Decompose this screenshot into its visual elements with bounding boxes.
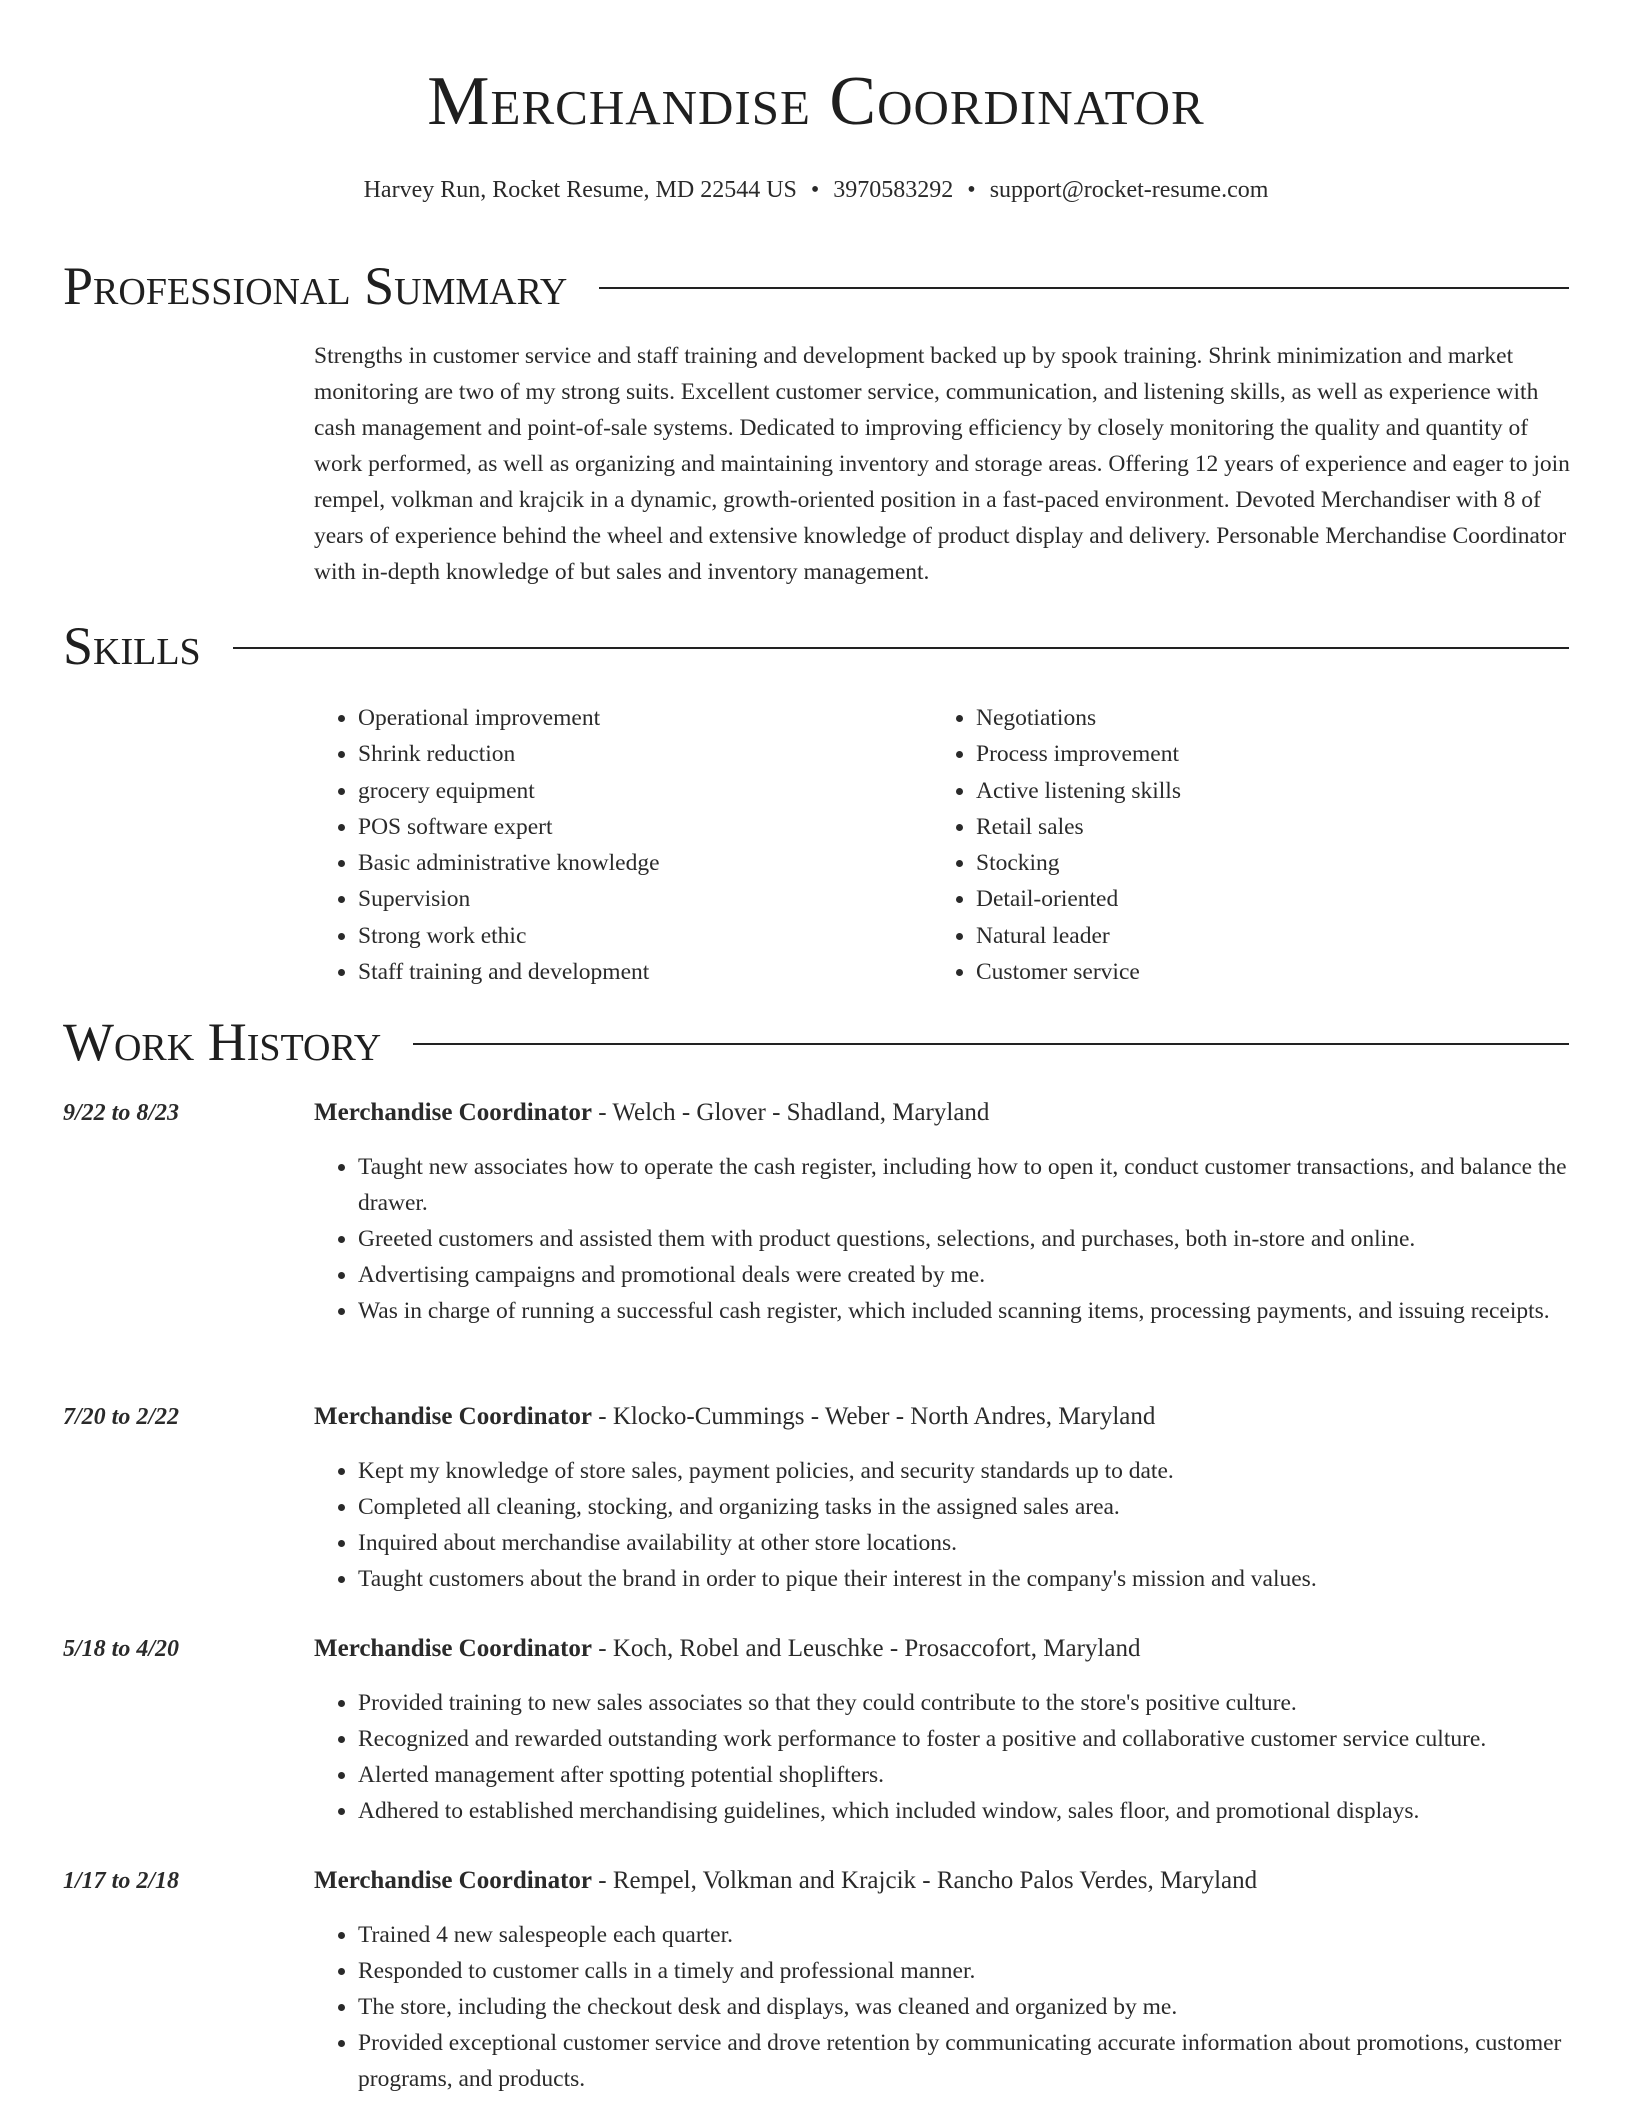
job-bullet: • Taught customers about the brand in order to pique their interest in the company's mission and values. (358, 1561, 1570, 1597)
job-bullet: • Taught new associates how to operate the cash register, including how to open it, conduct customer transactions, and balance the drawer. (358, 1149, 1570, 1221)
skills-title: Skills (63, 616, 201, 676)
job-bullet: • Kept my knowledge of store sales, payment policies, and security standards up to date. (358, 1453, 1570, 1489)
job-bullet: • Recognized and rewarded outstanding work performance to foster a positive and collaborative customer service culture. (358, 1721, 1570, 1757)
job-bullets (314, 1149, 1570, 1329)
summary-title: Professional Summary (63, 256, 568, 316)
job-role: Merchandise Coordinator (314, 1635, 592, 1662)
job-bullets (314, 1453, 1570, 1597)
skills-section-header (63, 614, 1569, 678)
job-dates: 7/20 to 2/22 (63, 1404, 180, 1430)
skill-item: • Process improvement (976, 736, 1550, 772)
skill-item: • Basic administrative knowledge (358, 845, 932, 881)
skill-item: • POS software expert (358, 809, 932, 845)
job-employer: - Rempel, Volkman and Krajcik - Rancho Palos Verdes, Maryland (592, 1867, 1258, 1894)
job-dates: 9/22 to 8/23 (63, 1100, 180, 1126)
job-bullet: • Greeted customers and assisted them with product questions, selections, and purchases, both in-store and online. (358, 1221, 1570, 1257)
summary-divider (599, 287, 1569, 289)
job-bullet: • Provided training to new sales associates so that they could contribute to the store's positive culture. (358, 1685, 1570, 1721)
job-bullets (314, 1685, 1570, 1829)
skills-list-right (932, 700, 1550, 990)
job-heading (314, 1095, 1570, 1131)
job-bullet: • Inquired about merchandise availability at other store locations. (358, 1525, 1570, 1561)
contact-email: support@rocket-resume.com (989, 177, 1269, 203)
job-role: Merchandise Coordinator (314, 1403, 592, 1430)
work-divider (413, 1043, 1569, 1045)
job-heading (314, 1863, 1570, 1899)
contact-phone: 3970583292 (833, 177, 954, 203)
job-dates: 5/18 to 4/20 (63, 1636, 180, 1662)
contact-separator: • (967, 177, 976, 203)
skill-item: • Active listening skills (976, 773, 1550, 809)
skills-divider (233, 647, 1569, 649)
job-bullet: • Provided exceptional customer service and drove retention by communicating accurate information about promotions, customer programs, and products. (358, 2025, 1570, 2097)
skill-item: • Operational improvement (358, 700, 932, 736)
job-bullet: • Adhered to established merchandising guidelines, which included window, sales floor, and promotional displays. (358, 1793, 1570, 1829)
skill-item: • Retail sales (976, 809, 1550, 845)
job-dates: 1/17 to 2/18 (63, 1868, 180, 1894)
job-employer: - Koch, Robel and Leuschke - Prosaccofort, Maryland (592, 1635, 1141, 1662)
skill-item: • Strong work ethic (358, 918, 932, 954)
candidate-name: Merchandise Coordinator (427, 63, 1205, 140)
skill-item: • Shrink reduction (358, 736, 932, 772)
work-section-header (63, 1010, 1569, 1074)
job-bullet: • Completed all cleaning, stocking, and organizing tasks in the assigned sales area. (358, 1489, 1570, 1525)
job-bullet: • The store, including the checkout desk and displays, was cleaned and organized by me. (358, 1989, 1570, 2025)
job-role: Merchandise Coordinator (314, 1867, 592, 1894)
skill-item: • Stocking (976, 845, 1550, 881)
skill-item: • Supervision (358, 881, 932, 917)
summary-text: Strengths in customer service and staff training and development backed up by spook training. Shrink minimization and market monitoring are two of my strong suits. Excellent customer service, communication, and listening skills, as well as experience with cash management and point-of-sale systems. Dedicated to improving efficiency by closely monitoring the quality and quantity of work performed, as well as organizing and maintaining inventory and storage areas. Offering 12 years of experience and eager to join rempel, volkman and krajcik in a dynamic, growth-oriented position in a fast-paced environment. Devoted Merchandiser with 8 of years of experience behind the wheel and extensive knowledge of product display and delivery. Personable Merchandise Coordinator with in-depth knowledge of but sales and inventory management. (314, 343, 1570, 585)
job-bullet: • Advertising campaigns and promotional deals were created by me. (358, 1257, 1570, 1293)
job-bullet: • Was in charge of running a successful cash register, which included scanning items, processing payments, and issuing receipts. (358, 1293, 1570, 1329)
job-role: Merchandise Coordinator (314, 1099, 592, 1126)
job-bullet: • Responded to customer calls in a timely and professional manner. (358, 1953, 1570, 1989)
skills-list-left (314, 700, 932, 990)
skills-columns (314, 700, 1570, 990)
work-title: Work History (63, 1012, 382, 1072)
skill-item: • Customer service (976, 954, 1550, 990)
skill-item: • Natural leader (976, 918, 1550, 954)
summary-section-header (63, 254, 1569, 318)
skill-item: • grocery equipment (358, 773, 932, 809)
job-employer: - Welch - Glover - Shadland, Maryland (592, 1099, 990, 1126)
contact-separator: • (810, 177, 820, 203)
skill-item: • Negotiations (976, 700, 1550, 736)
job-bullets (314, 1917, 1570, 2097)
skill-item: • Staff training and development (358, 954, 932, 990)
skill-item: • Detail-oriented (976, 881, 1550, 917)
job-heading (314, 1399, 1570, 1435)
contact-address: Harvey Run, Rocket Resume, MD 22544 US (363, 177, 797, 203)
contact-line (0, 172, 1632, 208)
job-bullet: • Alerted management after spotting potential shoplifters. (358, 1757, 1570, 1793)
job-employer: - Klocko-Cummings - Weber - North Andres, Maryland (592, 1403, 1156, 1430)
job-bullet: • Trained 4 new salespeople each quarter. (358, 1917, 1570, 1953)
job-heading (314, 1631, 1570, 1667)
